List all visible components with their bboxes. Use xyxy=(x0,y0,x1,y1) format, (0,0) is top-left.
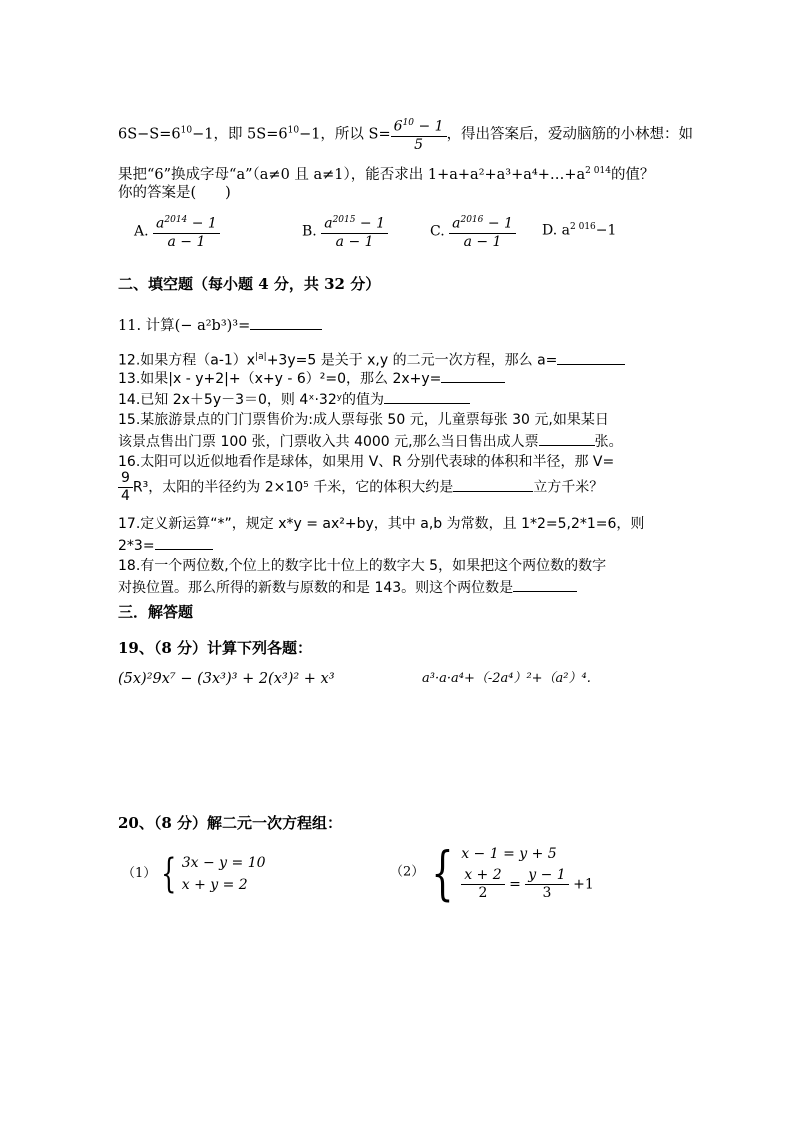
exponent: 2 016 xyxy=(570,222,596,232)
question-19-expr-1: (5x)²9x⁷ − (3x³)³ + 2(x³)² + x³ xyxy=(118,671,335,687)
frac-num-exp: 10 xyxy=(402,118,415,128)
brace-icon: { xyxy=(161,851,177,897)
answer-blank[interactable] xyxy=(539,431,595,446)
fraction xyxy=(525,867,568,902)
option-a[interactable] xyxy=(134,212,220,251)
den: a − 1 xyxy=(335,233,374,250)
intro-text: 6S−S=6 xyxy=(118,126,181,143)
equation: 3x − y = 10 xyxy=(181,855,266,871)
brace-icon: { xyxy=(431,838,454,907)
equation-system xyxy=(182,852,266,896)
question-15-line-1: 15.某旅游景点的门门票售价为:成人票每张 50 元，儿童票每张 30 元,如果某日 xyxy=(118,412,609,428)
num-tail: − 1 xyxy=(355,215,386,232)
frac-num-tail: − 1 xyxy=(414,118,444,135)
question-text: 13.如果|x - y+2|+（x+y - 6）²=0，那么 2x+y= xyxy=(118,371,442,387)
num-tail: − 1 xyxy=(187,215,217,232)
volume-fraction xyxy=(118,470,133,505)
section-3-title: 三．解答题 xyxy=(118,603,194,621)
question-15-line-2 xyxy=(118,431,623,452)
frac-den: 3 xyxy=(542,885,552,901)
frac-num-base: 6 xyxy=(393,118,403,135)
exponent: 10 xyxy=(180,125,193,136)
question-text: 对换位置。那么所得的新数与原数的和是 143。则这个两位数是 xyxy=(118,580,514,596)
num-tail: − 1 xyxy=(483,215,513,232)
part-label: （2） xyxy=(390,864,425,880)
option-label: A. xyxy=(134,223,149,240)
option-d[interactable] xyxy=(542,222,616,239)
question-text: 2*3= xyxy=(118,538,155,554)
question-14 xyxy=(118,389,470,410)
num-base: a xyxy=(156,215,165,232)
intro-text: ，得出答案后，爱动脑筋的小林想：如 xyxy=(446,126,694,143)
section-2-title: 二、填空题（每小题 4 分，共 32 分） xyxy=(118,275,381,293)
part-label: （1） xyxy=(122,866,157,881)
frac-num: x + 2 xyxy=(461,867,504,885)
fraction xyxy=(461,867,504,902)
question-19-expr-2: a³·a·a⁴+（-2a⁴）²+（a²）⁴. xyxy=(422,671,591,686)
question-text: R³，太阳的半径约为 2×10⁵ 千米，它的体积大约是 xyxy=(132,479,454,496)
question-13 xyxy=(118,368,505,389)
num-exp: 2015 xyxy=(332,215,356,225)
equation xyxy=(461,867,594,902)
den: a − 1 xyxy=(167,233,206,250)
exponent: 10 xyxy=(287,125,300,136)
option-text: −1 xyxy=(595,222,617,239)
equation: x + y = 2 xyxy=(181,877,248,893)
question-16-line-1: 16.太阳可以近似地看作是球体，如果用 V、R 分别代表球的体积和半径，那 V= xyxy=(118,454,615,470)
answer-blank[interactable] xyxy=(453,477,533,492)
question-17-line-2 xyxy=(118,535,213,556)
answer-blank[interactable] xyxy=(155,535,213,550)
option-fraction xyxy=(153,212,220,251)
intro-text: 的值？ xyxy=(610,166,655,183)
intro-text: −1，所以 S= xyxy=(299,126,391,143)
option-label: B. xyxy=(302,223,317,240)
answer-blank[interactable] xyxy=(441,368,505,383)
option-fraction xyxy=(321,212,388,251)
answer-blank[interactable] xyxy=(250,315,322,330)
num-base: a xyxy=(324,215,333,232)
question-20-part-1 xyxy=(122,852,266,896)
question-19-title: 19、（8 分）计算下列各题： xyxy=(118,639,313,657)
frac-num: 9 xyxy=(118,470,133,488)
question-text: 立方千米？ xyxy=(533,479,604,496)
question-text: +3y=5 是关于 x,y 的二元一次方程，那么 a= xyxy=(266,352,558,369)
exponent: 2 014 xyxy=(585,166,611,176)
question-11 xyxy=(118,315,322,336)
frac-den: 2 xyxy=(478,885,488,901)
option-c[interactable] xyxy=(430,212,516,251)
option-text: a xyxy=(561,222,570,239)
s-fraction xyxy=(391,115,447,154)
question-16-line-2 xyxy=(118,470,603,505)
intro-line-2 xyxy=(118,161,654,185)
exponent: |a| xyxy=(255,352,267,362)
option-label: D. xyxy=(542,222,558,239)
option-b[interactable] xyxy=(302,212,388,251)
option-label: C. xyxy=(430,223,445,240)
equation-system xyxy=(461,843,594,902)
question-text: 14.已知 2x＋5y－3＝0，则 4ˣ·32ʸ的值为 xyxy=(118,392,384,408)
frac-den: 5 xyxy=(414,136,424,153)
frac-den: 4 xyxy=(121,488,130,504)
question-text: 张。 xyxy=(594,434,623,450)
answer-blank[interactable] xyxy=(384,389,470,404)
intro-line-3: 你的答案是( ) xyxy=(118,185,231,201)
question-text: 该景点售出门票 100 张，门票收入共 4000 元,那么当日售出成人票 xyxy=(118,434,539,450)
intro-line-1 xyxy=(118,115,693,154)
num-base: a xyxy=(452,215,461,232)
intro-text: 果把“6”换成字母“a”（a≠0 且 a≠1），能否求出 1+a+a²+a³+a⁴+…+a xyxy=(118,166,586,183)
equation: x − 1 = y + 5 xyxy=(461,846,557,862)
num-exp: 2014 xyxy=(164,215,188,225)
den: a − 1 xyxy=(463,233,502,250)
question-17-line-1: 17.定义新运算“*”，规定 x*y = ax²+by，其中 a,b 为常数，且 1*2=5,2*1=6，则 xyxy=(118,516,645,532)
question-18-line-1: 18.有一个两位数,个位上的数字比十位上的数字大 5，如果把这个两位数的数字 xyxy=(118,558,607,574)
question-18-line-2 xyxy=(118,577,577,598)
intro-text: −1，即 5S=6 xyxy=(192,126,288,143)
question-text: 11. 计算(− a²b³)³= xyxy=(118,318,251,334)
question-text: 12.如果方程（a-1）x xyxy=(118,352,256,369)
question-20-part-2 xyxy=(390,838,594,907)
num-exp: 2016 xyxy=(460,215,484,225)
question-20-title: 20、（8 分）解二元一次方程组： xyxy=(118,814,343,832)
frac-num: y − 1 xyxy=(525,867,568,885)
answer-blank[interactable] xyxy=(557,350,625,365)
option-fraction xyxy=(449,212,516,251)
equals-sign: = xyxy=(504,876,526,893)
equation-tail: +1 xyxy=(568,876,594,893)
answer-blank[interactable] xyxy=(513,577,577,592)
